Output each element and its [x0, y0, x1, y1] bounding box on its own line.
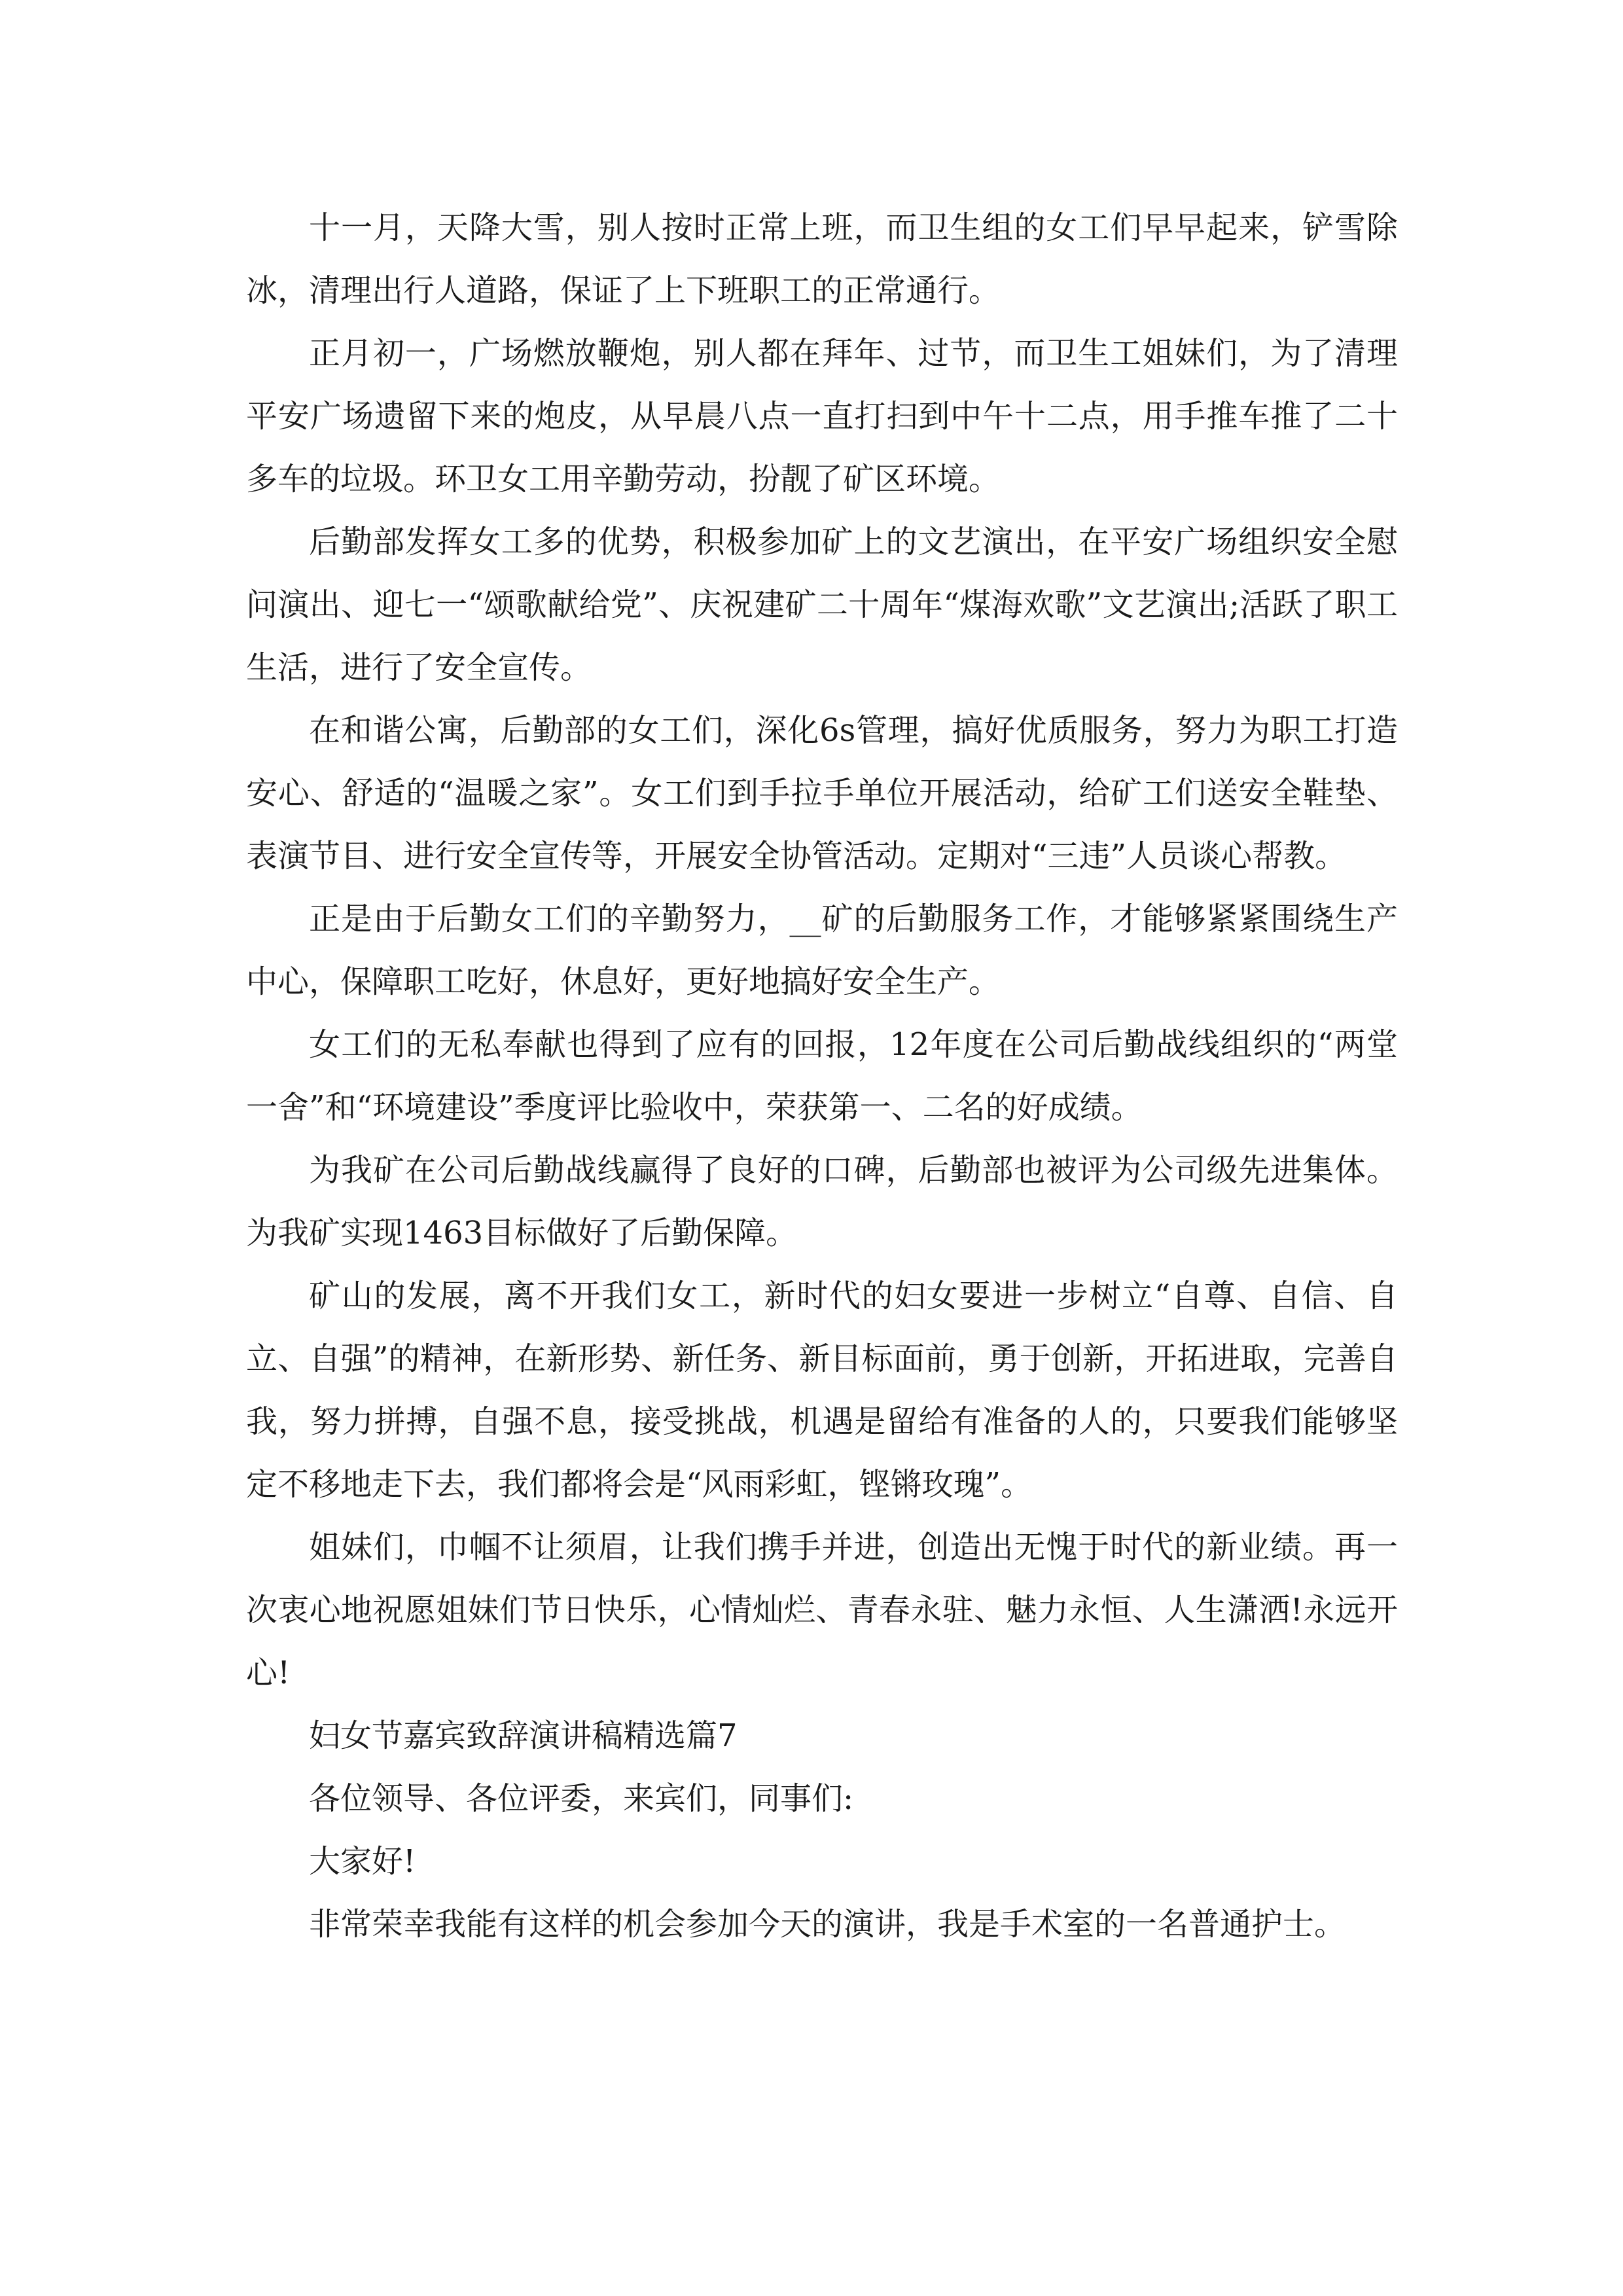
paragraph-harmony-apartment: 在和谐公寓，后勤部的女工们，深化6s管理，搞好优质服务，努力为职工打造安心、舒适的“温暖之家”。女工们到手拉手单位开展活动，给矿工们送安全鞋垫、表演节目、进行安全宣传等，开展安全协管活动。定期对“三违”人员谈心帮教。 [246, 712, 1398, 874]
paragraph-introduction: 非常荣幸我能有这样的机会参加今天的演讲，我是手术室的一名普通护士。 [309, 1906, 1346, 1943]
greeting: 大家好! [309, 1843, 416, 1880]
salutation: 各位领导、各位评委，来宾们，同事们: [309, 1780, 854, 1817]
paragraph-closing-wishes: 姐妹们，巾帼不让须眉，让我们携手并进，创造出无愧于时代的新业绩。再一次衷心地祝愿姐妹们节日快乐，心情灿烂、青春永驻、魅力永恒、人生潇洒!永远开心! [246, 1529, 1398, 1691]
paragraph-art-performances: 后勤部发挥女工多的优势，积极参加矿上的文艺演出，在平安广场组织安全慰问演出、迎七一“颂歌献给党”、庆祝建矿二十周年“煤海欢歌”文艺演出;活跃了职工生活，进行了安全宣传。 [246, 524, 1398, 686]
paragraph-logistics-effort: 正是由于后勤女工们的辛勤努力，__矿的后勤服务工作，才能够紧紧围绕生产中心，保障职工吃好，休息好，更好地搞好安全生产。 [246, 901, 1398, 1000]
paragraph-reputation: 为我矿在公司后勤战线赢得了良好的口碑，后勤部也被评为公司级先进集体。为我矿实现1463目标做好了后勤保障。 [246, 1152, 1398, 1251]
paragraph-snow-cleanup: 十一月，天降大雪，别人按时正常上班，而卫生组的女工们早早起来，铲雪除冰，清理出行人道路，保证了上下班职工的正常通行。 [246, 209, 1398, 309]
paragraph-mine-development: 矿山的发展，离不开我们女工，新时代的妇女要进一步树立“自尊、自信、自立、自强”的精神，在新形势、新任务、新目标面前，勇于创新，开拓进取，完善自我，努力拼搏，自强不息，接受挑战，机遇是留给有准备的人的，只要我们能够坚定不移地走下去，我们都将会是“风雨彩虹，铿锵玫瑰”。 [246, 1278, 1398, 1503]
document-body [246, 196, 1398, 1956]
paragraph-awards: 女工们的无私奉献也得到了应有的回报，12年度在公司后勤战线组织的“两堂一舍”和“环境建设”季度评比验收中，荣获第一、二名的好成绩。 [246, 1026, 1398, 1126]
section-title: 妇女节嘉宾致辞演讲稿精选篇7 [309, 1717, 738, 1754]
paragraph-new-year-cleanup: 正月初一，广场燃放鞭炮，别人都在拜年、过节，而卫生工姐妹们，为了清理平安广场遗留下来的炮皮，从早晨八点一直打扫到中午十二点，用手推车推了二十多车的垃圾。环卫女工用辛勤劳动，扮靓了矿区环境。 [246, 335, 1398, 497]
